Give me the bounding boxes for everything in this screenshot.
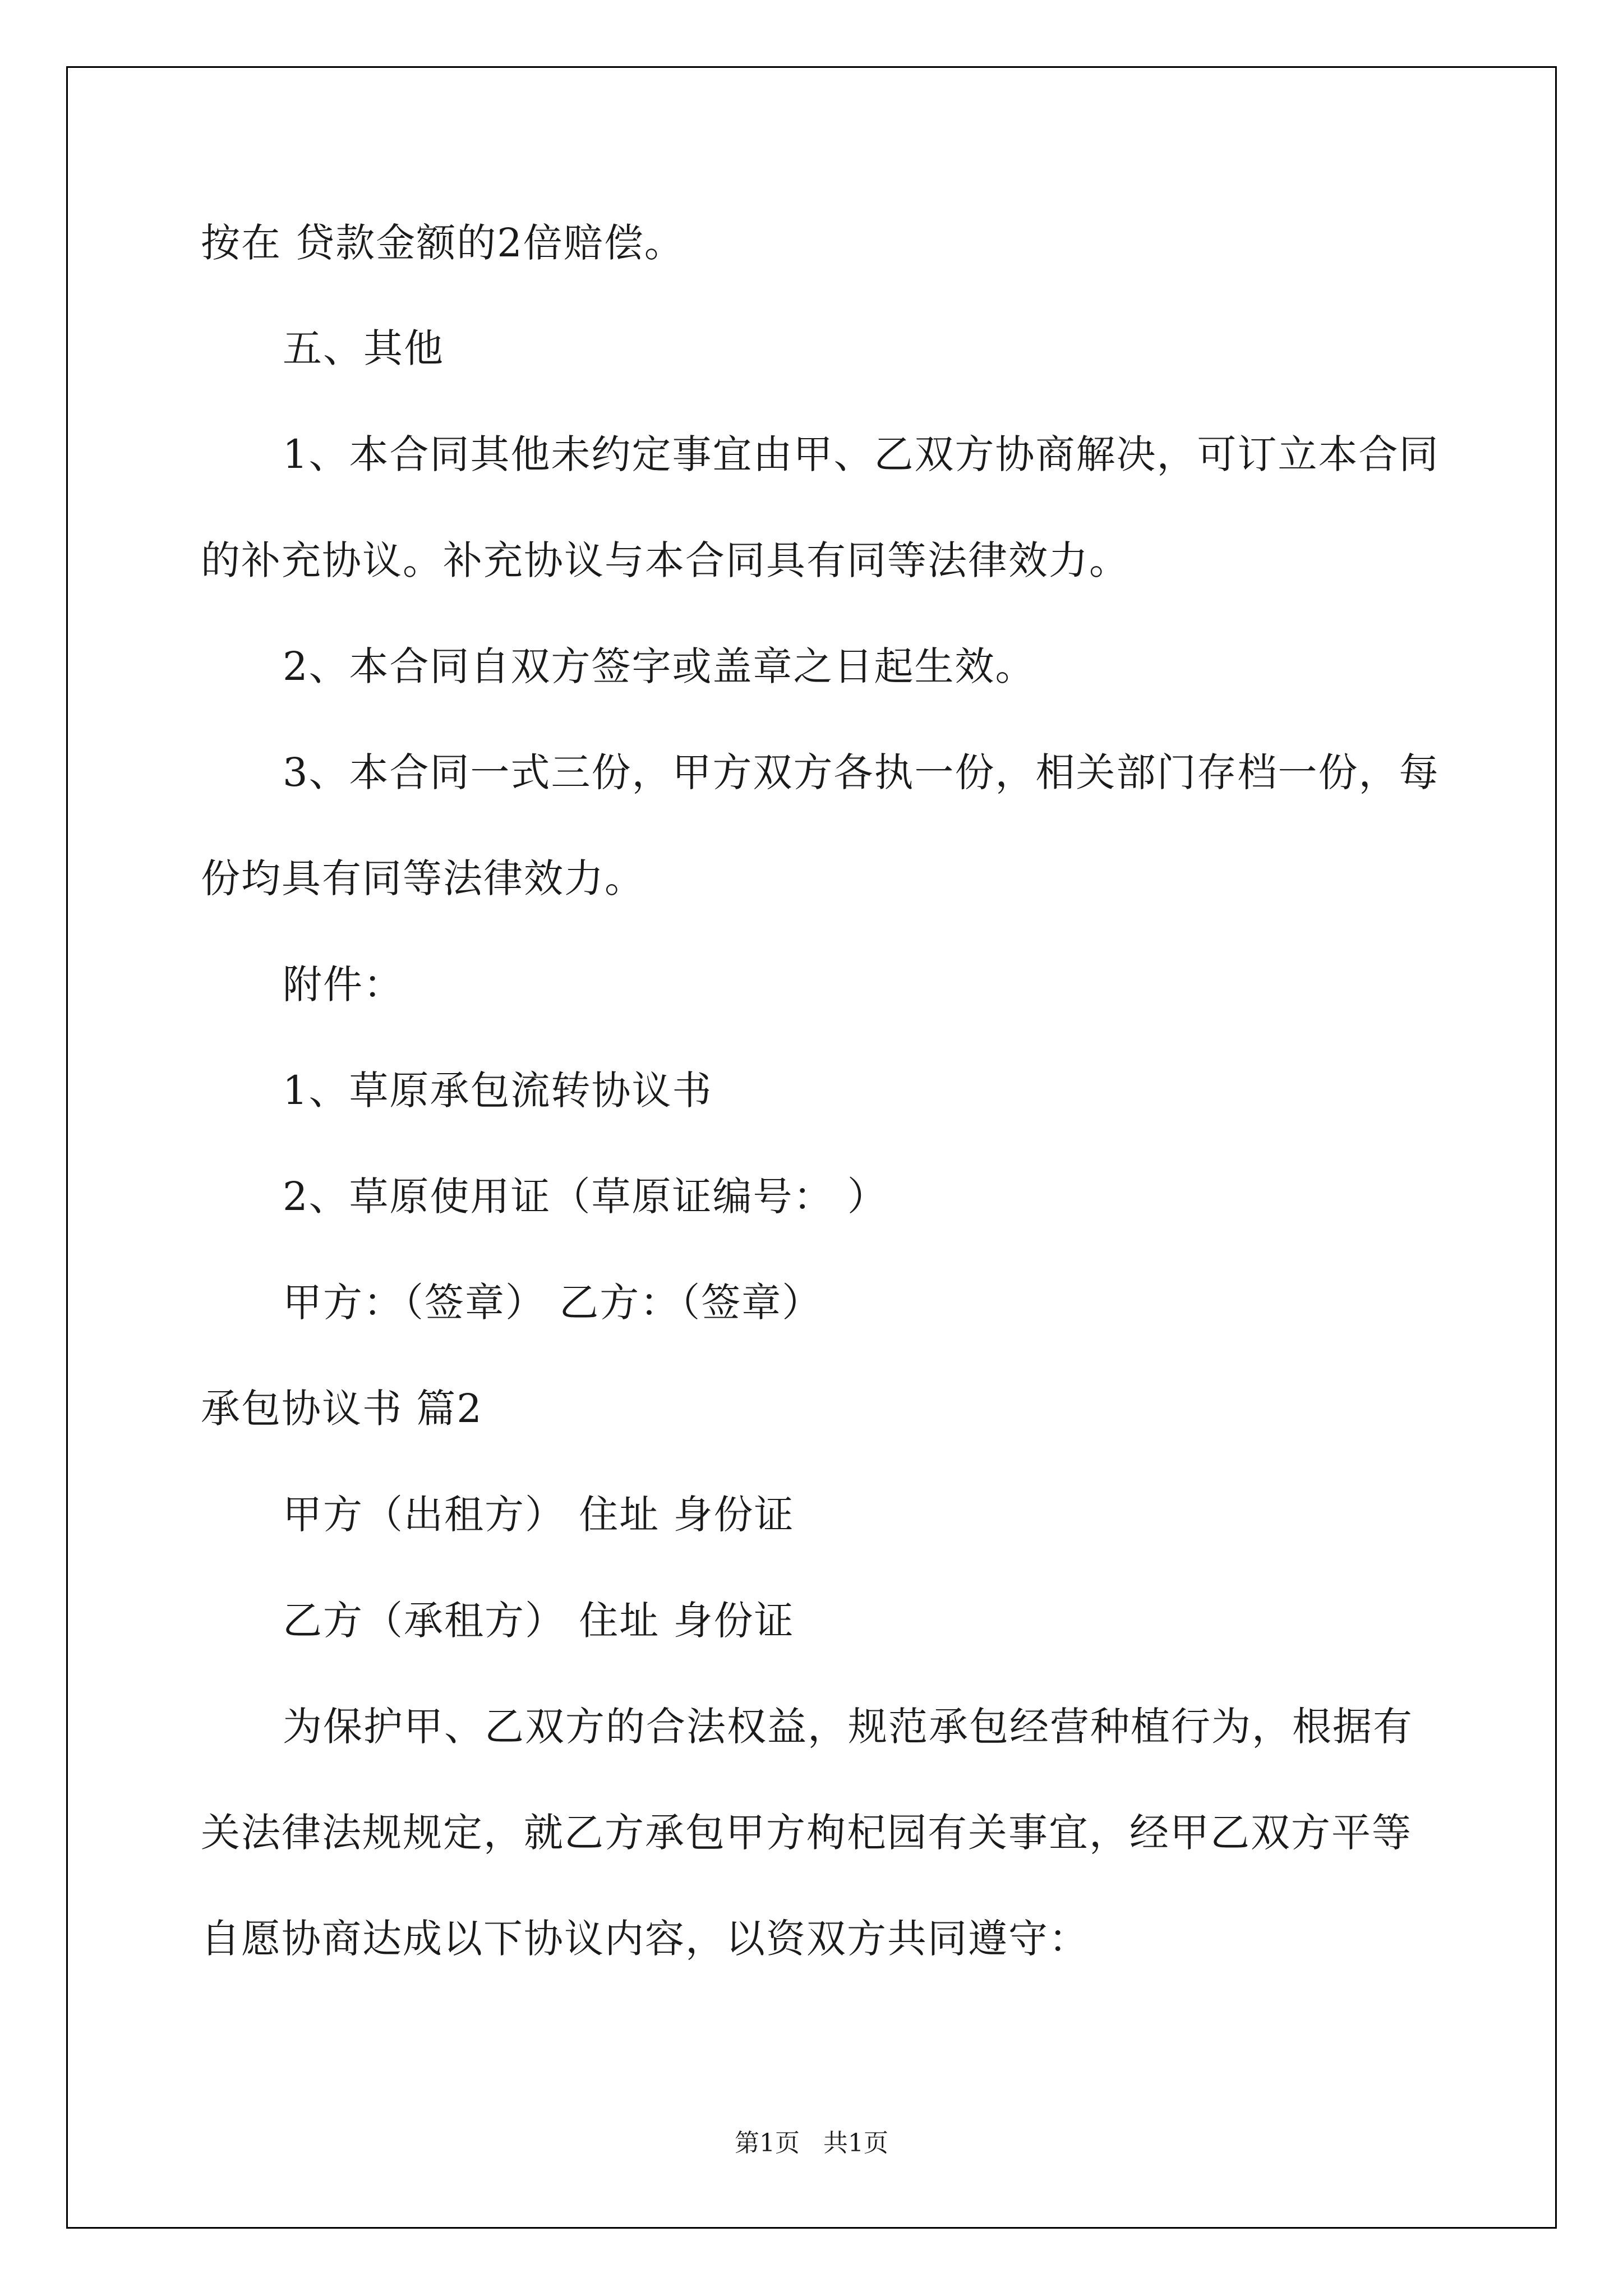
text-line: 1、本合同其他未约定事宜由甲、乙双方协商解决，可订立本合同 (283, 431, 1440, 477)
text-line: 份均具有同等法律效力。 (201, 855, 645, 901)
party-line: 乙方（承租方） 住址 身份证 (283, 1598, 795, 1644)
text-line: 按在 贷款金额的2倍赔偿。 (201, 220, 685, 266)
text-line: 1、草原承包流转协议书 (283, 1068, 713, 1114)
text-line: 的补充协议。补充协议与本合同具有同等法律效力。 (201, 537, 1129, 583)
page-border (66, 66, 1557, 2229)
signature-line: 甲方：（签章） 乙方：（签章） (283, 1280, 823, 1326)
section-heading: 五、其他 (283, 325, 444, 371)
text-line: 3、本合同一式三份，甲方双方各执一份，相关部门存档一份，每 (283, 749, 1440, 795)
text-line: 2、草原使用证（草原证编号： ） (283, 1174, 888, 1220)
party-line: 甲方（出租方） 住址 身份证 (283, 1492, 795, 1538)
attachments-label: 附件： (283, 961, 404, 1007)
page-number-current: 第1页 (735, 2129, 800, 2157)
page-footer (0, 2131, 1623, 2156)
page-number-total: 共1页 (823, 2129, 888, 2157)
text-line: 关法律法规规定，就乙方承包甲方枸杞园有关事宜，经甲乙双方平等 (201, 1810, 1412, 1856)
section-title: 承包协议书 篇2 (201, 1386, 483, 1432)
text-line: 2、本合同自双方签字或盖章之日起生效。 (283, 643, 1036, 689)
text-line: 自愿协商达成以下协议内容，以资双方共同遵守： (201, 1916, 1089, 1962)
text-line: 为保护甲、乙双方的合法权益，规范承包经营种植行为，根据有 (283, 1704, 1413, 1750)
